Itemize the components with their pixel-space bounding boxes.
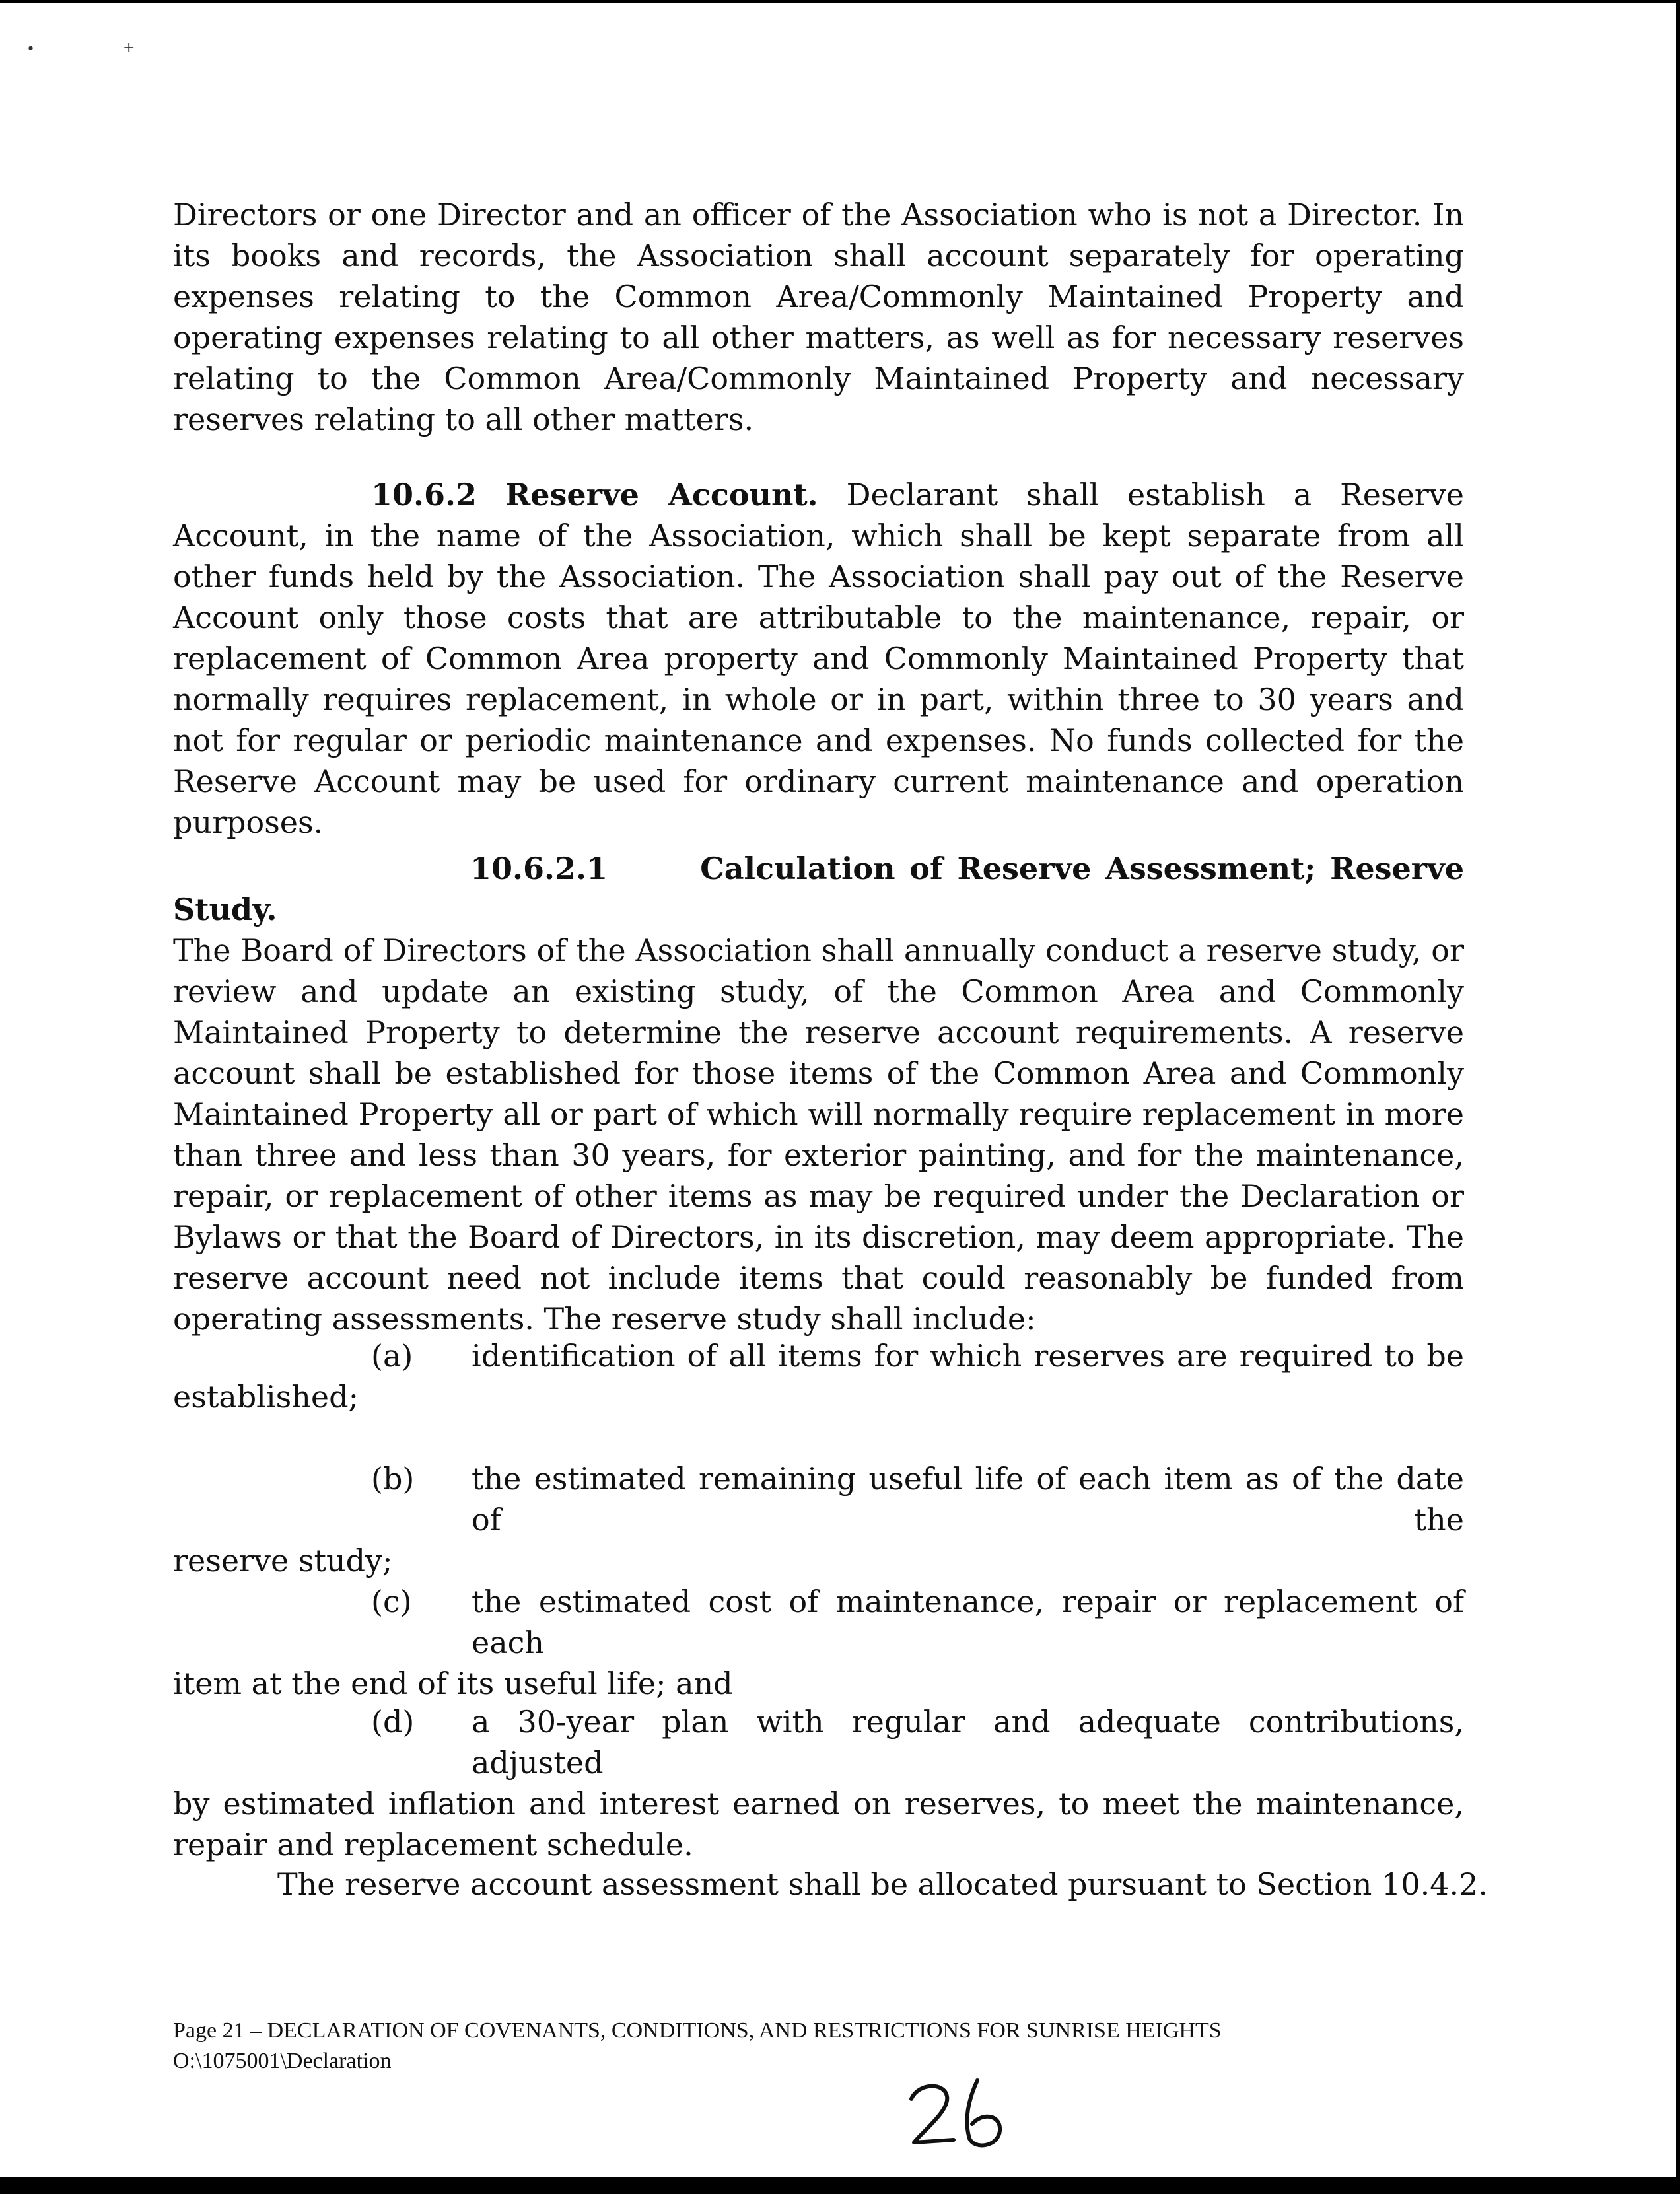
list-item [173, 1581, 1464, 1704]
item-marker: (b) [371, 1461, 415, 1497]
section-number: 10.6.2 [371, 477, 477, 513]
item-text: the estimated remaining useful life of each item as of the date of the [472, 1461, 1464, 1538]
footer-title: Page 21 – DECLARATION OF COVENANTS, CONDITIONS, AND RESTRICTIONS FOR SUNRISE HEIGHTS [173, 2018, 1222, 2043]
handwritten-page-number [903, 2074, 1016, 2153]
footer-file-path: O:\1075001\Declaration [173, 2049, 392, 2073]
section-title: Reserve Account. [505, 477, 818, 513]
item-text: the estimated cost of maintenance, repair or replacement of each [472, 1584, 1464, 1660]
section-heading-line [173, 848, 1464, 930]
section-10-6-2-1 [173, 848, 1464, 1339]
scan-border-bottom [0, 2177, 1680, 2194]
item-marker: (d) [371, 1704, 415, 1740]
scan-border-top [0, 0, 1680, 3]
closing-sentence: The reserve account assessment shall be allocated pursuant to Section 10.4.2. [277, 1866, 1488, 1902]
item-continuation: established; [173, 1379, 359, 1415]
item-continuation: reserve study; [173, 1543, 393, 1578]
list-item [173, 1335, 1464, 1417]
item-continuation: by estimated inflation and interest earned on reserves, to meet the maintenance, repair and replacement schedule. [173, 1786, 1464, 1862]
page-footer [173, 2016, 1222, 2076]
item-marker: (c) [371, 1584, 412, 1619]
section-body: The Board of Directors of the Association shall annually conduct a reserve study, or review and update an existing study, of the Common Area and Commonly Maintained Property to determine the reserve account requirements. A reserve account shall be established for those items of the Common Area and Commonly Maintained Property all or part of which will normally require replacement in more than three and less than 30 years, for exterior painting, and for the maintenance, repair, or replacement of other items as may be required under the Declaration or Bylaws or that the Board of Directors, in its discretion, may deem appropriate. The reserve account need not include items that could reasonably be funded from operating assessments. The reserve study shall include: [173, 933, 1464, 1337]
paragraph-opening [173, 194, 1464, 440]
section-body: Declarant shall establish a Reserve Account, in the name of the Association, which shall be kept separate from all other funds held by the Association. The Association shall pay out of the Reserve Account only those costs that are attributable to the maintenance, repair, or replacement of Common Area property and Commonly Maintained Property that normally requires replacement, in whole or in part, within three to 30 years and not for regular or periodic maintenance and expenses. No funds collected for the Reserve Account may be used for ordinary current maintenance and operation purposes. [173, 477, 1464, 840]
list-item [173, 1458, 1464, 1581]
scan-speck: + [123, 40, 135, 56]
section-title: Calculation of Reserve Assessment; Reserve Study. [173, 851, 1464, 927]
section-10-6-2 [173, 474, 1464, 843]
item-text: a 30-year plan with regular and adequate contributions, adjusted [472, 1704, 1464, 1781]
scan-speck: • [26, 41, 35, 57]
paragraph-opening-text: Directors or one Director and an officer of the Association who is not a Director. In its books and records, the Association shall account separately for operating expenses relating to the Common Area/Commonly Maintained Property and operating expenses relating to all other matters, as well as for necessary reserves relating to the Common Area/Commonly Maintained Property and necessary reserves relating to all other matters. [173, 197, 1464, 437]
item-text: identification of all items for which reserves are required to be [472, 1338, 1464, 1374]
section-number: 10.6.2.1 [470, 851, 608, 886]
list-item [173, 1701, 1464, 1865]
item-continuation: item at the end of its useful life; and [173, 1666, 733, 1701]
item-marker: (a) [371, 1338, 413, 1374]
scan-border-right [1676, 0, 1680, 2194]
